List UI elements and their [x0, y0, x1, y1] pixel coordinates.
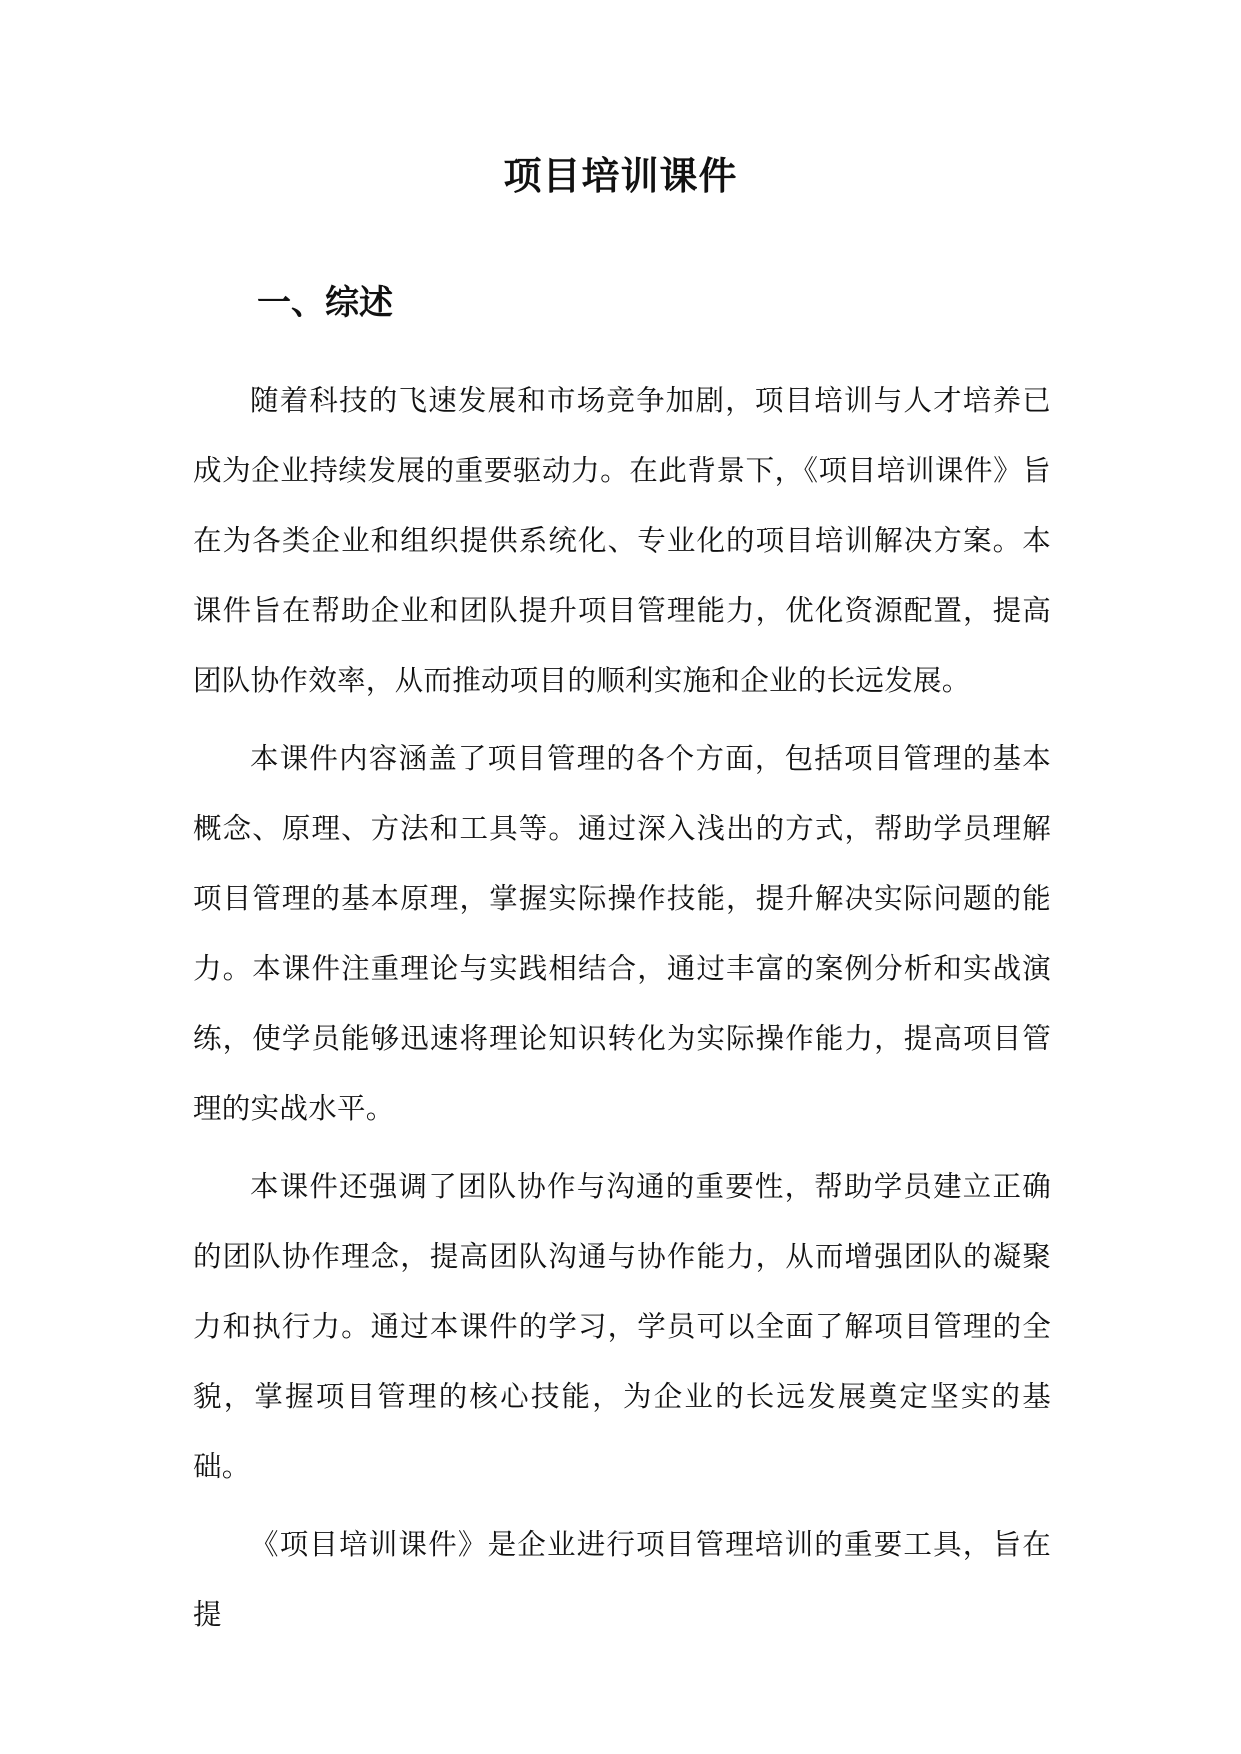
- section-heading: 一、综述: [257, 283, 393, 323]
- document-title: 项目培训课件: [503, 154, 738, 198]
- paragraph: 随着科技的飞速发展和市场竞争加剧，项目培训与人才培养已成为企业持续发展的重要驱动力。在此背景下，《项目培训课件》旨在为各类企业和组织提供系统化、专业化的项目培训解决方案。本课件旨在帮助企业和团队提升项目管理能力，优化资源配置，提高团队协作效率，从而推动项目的顺利实施和企业的长远发展。: [193, 384, 1051, 697]
- paragraph: 《项目培训课件》是企业进行项目管理培训的重要工具，旨在提: [193, 1528, 1051, 1631]
- paragraph: 本课件内容涵盖了项目管理的各个方面，包括项目管理的基本概念、原理、方法和工具等。通过深入浅出的方式，帮助学员理解项目管理的基本原理，掌握实际操作技能，提升解决实际问题的能力。本课件注重理论与实践相结合，通过丰富的案例分析和实战演练，使学员能够迅速将理论知识转化为实际操作能力，提高项目管理的实战水平。: [193, 742, 1051, 1125]
- body-text: [193, 366, 1051, 1650]
- paragraph: 本课件还强调了团队协作与沟通的重要性，帮助学员建立正确的团队协作理念，提高团队沟通与协作能力，从而增强团队的凝聚力和执行力。通过本课件的学习，学员可以全面了解项目管理的全貌，掌握项目管理的核心技能，为企业的长远发展奠定坚实的基础。: [193, 1170, 1051, 1483]
